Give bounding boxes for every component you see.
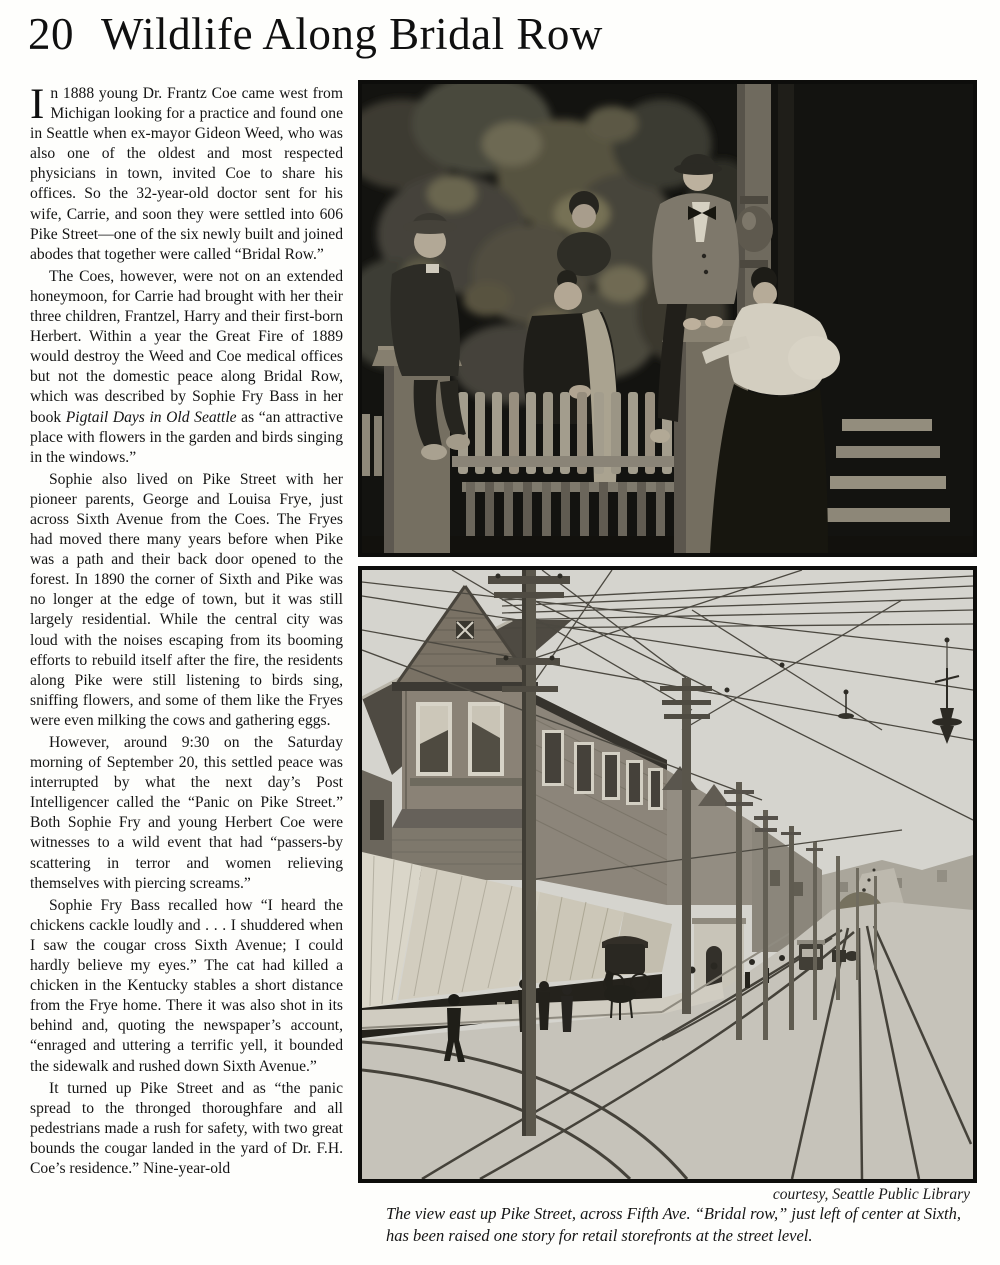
article-column: [30, 81, 343, 1179]
paragraph: [30, 896, 343, 1077]
paragraph: [30, 470, 343, 731]
left-fence-post: [372, 346, 462, 553]
paragraph-text: n 1888 young Dr. Frantz Coe came west from Michigan looking for a practice and found one in Seattle when ex-mayor Gideon Weed, who was also one of the oldest and most respected physicians in town, invited Coe to share his offices. So the 32-year-old doctor sent for his wife, Carrie, and soon they were settled into 606 Pike Street—one of the six newly built and joined abodes that together were called “Bridal Row.”: [30, 85, 343, 263]
chapter-number: 20: [28, 9, 74, 59]
drop-cap: I: [30, 81, 45, 128]
paragraph-text: It turned up Pike Street and as “the panic spread to the thronged thoroughfare and all pedestrians made a rush for safety, with two great bounds the cougar landed in the yard of Dr. F.H. Coe’s residence.” Nine-year-old: [30, 1079, 343, 1177]
photo-caption: The view east up Pike Street, across Fifth Ave. “Bridal row,” just left of center at Sixth, has been raised one story for retail storefronts at the street level.: [386, 1204, 961, 1245]
photo-fence-group: [358, 80, 977, 557]
book-title: Pigtail Days in Old Seattle: [65, 408, 237, 426]
paragraph: [30, 267, 343, 468]
page-header: [28, 8, 603, 60]
paragraph-text: Sophie also lived on Pike Street with her pioneer parents, George and Louisa Frye, just across Sixth Avenue from the Coes. The Fryes had moved there many years before when Pike was a path and their back door opened to the forest. In 1890 the corner of Sixth and Pike was no longer at the edge of town, but it was still largely residential. While the central city was loud with the noises escaping from its booming efforts to rebuild itself after the fire, the residents along Pike were still listening to birds sing, sniffing flowers, and some of them like the Fryes were even milking the cows and gathering eggs.: [30, 470, 343, 729]
photo-credit: courtesy, Seattle Public Library: [772, 1186, 970, 1203]
paragraph-text: The Coes, however, were not on an extended honeymoon, for Carrie had brought with her their three children, Frantzel, Harry and their first-born Herbert. Within a year the Great Fire of 1889 would destroy the Weed and Coe medical offices but not the domestic peace along Bridal Row, which was described by Sophie Fry Bass in her book: [30, 267, 343, 426]
paragraph-text: as “an attractive place with flowers in the garden and birds singing in the windows.”: [30, 408, 343, 466]
paragraph: [30, 733, 343, 894]
pike-street-illustration: [362, 570, 973, 1179]
paragraph-text: Sophie Fry Bass recalled how “I heard the chickens cackle loudly and . . . I shuddered when I saw the cougar cross Sixth Avenue; I could hardly believe my eyes.” The cat had killed a chicken in the Kentucky stables a short distance from the Frye home. There it was also shot in its behind and, quoting the newspaper’s account, “enraged and uttering a terrific yell, it bounded the sidewalk and rushed down Sixth Avenue.”: [30, 896, 343, 1075]
photo-pike-street: [358, 566, 977, 1183]
paragraph: [30, 1079, 343, 1179]
paragraph: [30, 81, 343, 265]
fence-group-illustration: [362, 84, 973, 553]
paragraph-text: However, around 9:30 on the Saturday morning of September 20, this settled peace was interrupted by what the next day’s Post Intelligencer called the “Panic on Pike Street.” Both Sophie Fry and young Herbert Coe were witnesses to a wild event that had “passers-by scattering in terror and women relieving themselves with piercing screams.”: [30, 734, 343, 892]
page-title: Wildlife Along Bridal Row: [101, 9, 603, 59]
